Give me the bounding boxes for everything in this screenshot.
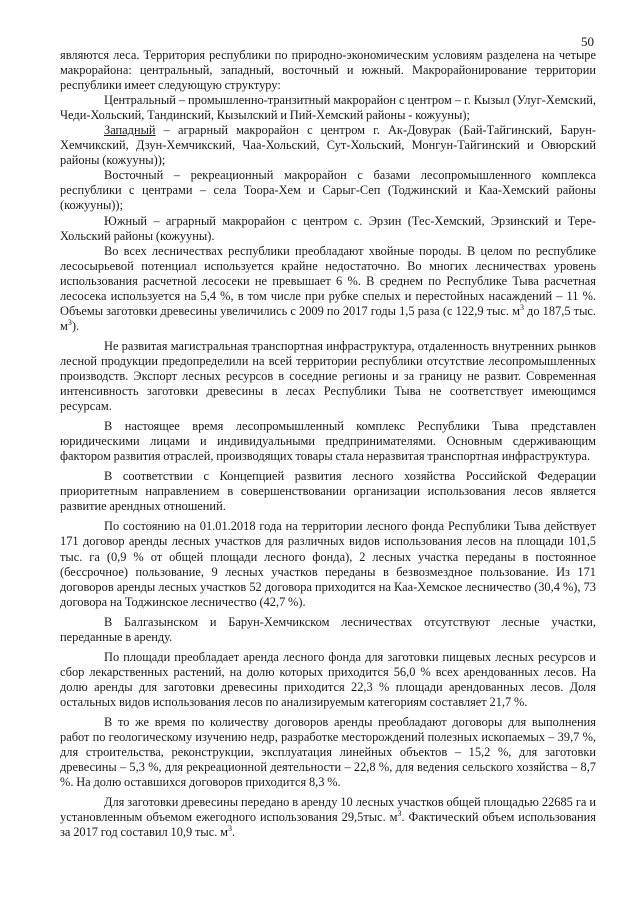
paragraph-timber-leases: Для заготовки древесины передано в аренду 10 лесных участков общей площадью 22685 га и установленным объемом ежегодного использования 29,5тыс. $м^3$. Фактический объем использования за 2017 год составил 10,9 тыс. $м^3$. bbox=[60, 795, 597, 840]
document-body bbox=[60, 48, 596, 840]
paragraph-lease-area-share: По площади преобладает аренда лесного фонда для заготовки пищевых лесных ресурсов и сбор лекарственных растений, на долю которых приходится 56,0 % всех арендованных лесов. На долю аренды для заготовки древесины приходится 22,3 % площади арендованных лесов. Доля остальных видов использования лесов по анализируемым категориям составляет 21,7 %. bbox=[60, 649, 596, 709]
paragraph-timber-complex: В настоящее время лесопромышленный комплекс Республики Тыва представлен юридическими лицами и индивидуальными предпринимателями. Основным сдерживающим фактором развития отраслей, производящих товары стала неразвитая транспортная инфраструктура. bbox=[60, 419, 596, 464]
paragraph-intro: являются леса. Территория республики по природно-экономическим условиям разделена на четыре макрорайона: центральный, западный, восточный и южный. Макрорайонирование территории республики имеет следующую структуру: bbox=[60, 48, 596, 93]
paragraph-eastern-region: Восточный – рекреационный макрорайон с базами лесопромышленного комплекса республики с центрами – села Тоора-Хем и Сарыг-Сеп (Тоджинский и Каа-Хемский районы (кожууны)); bbox=[60, 168, 596, 213]
paragraph-lease-count-share: В то же время по количеству договоров аренды преобладают договоры для выполнения работ по геологическому изучению недр, разработке месторождений полезных ископаемых – 39,7 %, для строительства, реконструкции, эксплуатация линейных объектов – 15,2 %, для заготовки древесины – 5,3 %, для рекреационной деятельности – 22,8 %, для ведения сельского хозяйства – 8,7 %. На долю оставшихся договоров приходится 8,3 %. bbox=[60, 714, 596, 790]
page-number: 50 bbox=[581, 34, 594, 49]
paragraph-lease-status: По состоянию на 01.01.2018 года на территории лесного фонда Республики Тыва действует 171 договор аренды лесных участков для различных видов использования лесов на площади 101,5 тыс. га (0,9 % от общей площади лесного фонда), 2 лесных участка переданы в постоянное (бессрочное) пользование, 9 лесных участков переданы в безвозмездное пользование. Из 171 договоров аренды лесных участков 52 договора приходится на Каа-Хемское лесничество (30,4 %), 73 договора на Тоджинское лесничество (42,7 %). bbox=[60, 519, 596, 609]
paragraph-southern-region: Южный – аграрный макрорайон с центром с. Эрзин (Тес-Хемский, Эрзинский и Тере-Хольский районы (кожууны). bbox=[60, 213, 596, 243]
western-region-term: Западный bbox=[104, 123, 156, 138]
paragraph-forest-potential: Во всех лесничествах республики преобладают хвойные породы. В целом по республике лесосырьевой потенциал используется крайне недостаточно. Во многих лесничествах уровень использования расчетной лесосеки не превышает 6 %. В среднем по Республике Тыва расчетная лесосека используется на 5,4 %, в том числе при рубке спелых и перестойных насаждений – 11 %. Объемы заготовки древесины увеличились с 2009 по 2017 годы 1,5 раза (с 122,9 тыс. $м^3$ до 187,5 тыс. $м^3$). bbox=[60, 243, 596, 333]
paragraph-concept: В соответствии с Концепцией развития лесного хозяйства Российской Федерации приоритетным направлением в совершенствовании организации использования лесов является развитие арендных отношений. bbox=[60, 469, 596, 514]
paragraph-no-leases: В Балгазынском и Барун-Хемчикском лесничествах отсутствуют лесные участки, переданные в аренду. bbox=[60, 614, 596, 644]
paragraph-infrastructure: Не развитая магистральная транспортная инфраструктура, отдаленность внутренних рынков лесной продукции предопределили на всей территории республики отсутствие лесопромышленных производств. Экспорт лесных ресурсов в соседние регионы и за границу не развит. Современная интенсивность заготовки древесины в лесах Республики Тыва не соответствует имеющимся ресурсам. bbox=[60, 338, 596, 414]
paragraph-western-region: Западный – аграрный макрорайон с центром г. Ак-Довурак (Бай-Тайгинский, Барун-Хемчикский, Дзун-Хемчикский, Чаа-Хольский, Сут-Хольский, Монгун-Тайгинский и Овюрский районы (кожууны)); bbox=[60, 123, 596, 168]
paragraph-central-region: Центральный – промышленно-транзитный макрорайон с центром – г. Кызыл (Улуг-Хемский, Чеди-Хольский, Тандинский, Кызылский и Пий-Хемский районы - кожууны); bbox=[60, 93, 596, 123]
